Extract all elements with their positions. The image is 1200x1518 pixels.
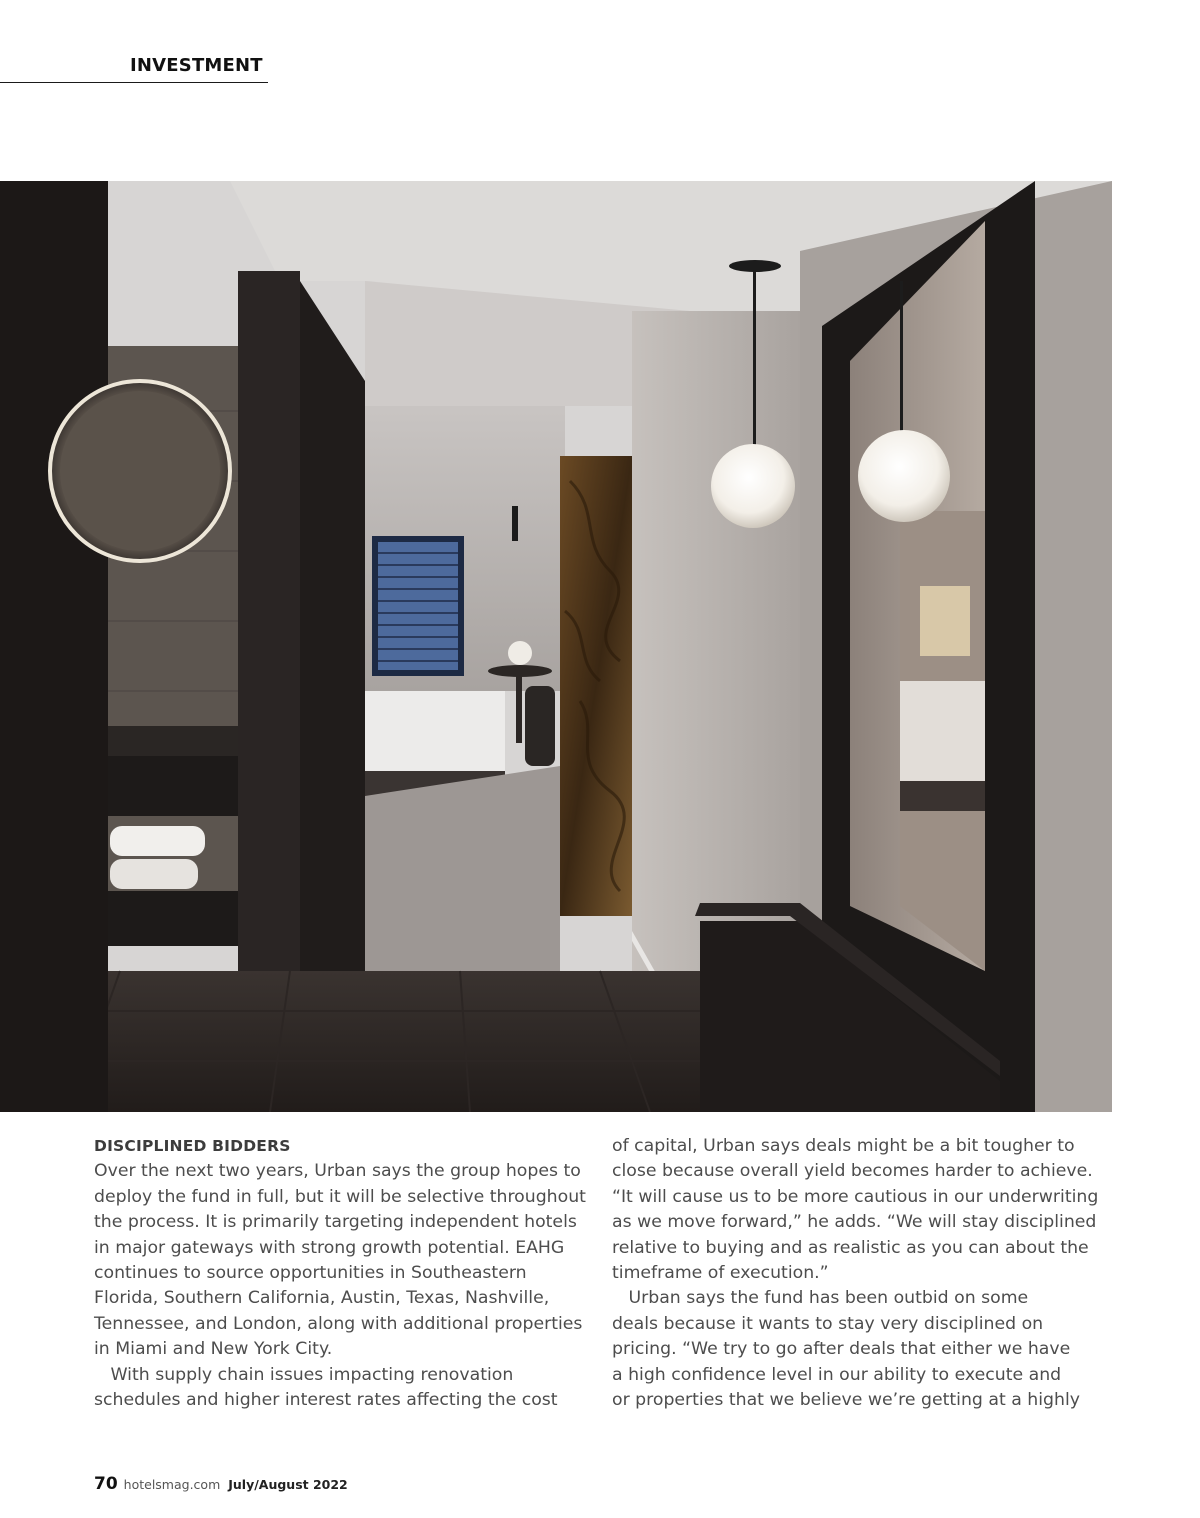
text-line: schedules and higher interest rates affecting the cost xyxy=(94,1390,558,1411)
text-line: a high confidence level in our ability to execute and xyxy=(612,1364,1062,1385)
text-line: timeframe of execution.” xyxy=(612,1263,829,1284)
text-line: in major gateways with strong growth potential. EAHG xyxy=(94,1237,565,1258)
text-line: the process. It is primarily targeting independent hotels xyxy=(94,1212,577,1233)
text-line: Over the next two years, Urban says the group hopes to xyxy=(94,1161,581,1182)
text-line: Florida, Southern California, Austin, Texas, Nashville, xyxy=(94,1288,550,1309)
text-line: of capital, Urban says deals might be a bit tougher to xyxy=(612,1136,1075,1156)
hotel-room-photo xyxy=(0,181,1112,1112)
text-line: deals because it wants to stay very disciplined on xyxy=(612,1313,1044,1334)
text-line: With supply chain issues impacting renovation xyxy=(94,1364,514,1385)
text-line: “It will cause us to be more cautious in our underwriting xyxy=(612,1186,1099,1207)
text-line: or properties that we believe we’re getting at a highly xyxy=(612,1390,1081,1411)
footer-issue: July/August 2022 xyxy=(228,1477,348,1492)
footer-site: hotelsmag.com xyxy=(123,1477,221,1492)
text-line: deploy the fund in full, but it will be selective throughout xyxy=(94,1186,586,1207)
text-line: close because overall yield becomes harder to achieve. xyxy=(612,1161,1093,1182)
page-footer xyxy=(94,1474,348,1494)
text-line: pricing. “We try to go after deals that either we have xyxy=(612,1339,1071,1360)
text-line: as we move forward,” he adds. “We will stay disciplined xyxy=(612,1212,1097,1233)
section-header xyxy=(0,54,268,83)
article-column-right xyxy=(612,1134,1112,1413)
photo-illustration xyxy=(0,181,1112,1112)
text-line: Tennessee, and London, along with additional properties xyxy=(94,1313,583,1334)
page-number: 70 xyxy=(94,1474,118,1494)
article-column-left xyxy=(94,1134,594,1413)
text-line: relative to buying and as realistic as you can about the xyxy=(612,1237,1089,1258)
text-line: Urban says the fund has been outbid on some xyxy=(612,1288,1029,1309)
text-line: continues to source opportunities in Southeastern xyxy=(94,1263,527,1284)
section-label: INVESTMENT xyxy=(130,55,263,76)
article-subhead: DISCIPLINED BIDDERS xyxy=(94,1137,291,1155)
text-line: in Miami and New York City. xyxy=(94,1339,333,1360)
